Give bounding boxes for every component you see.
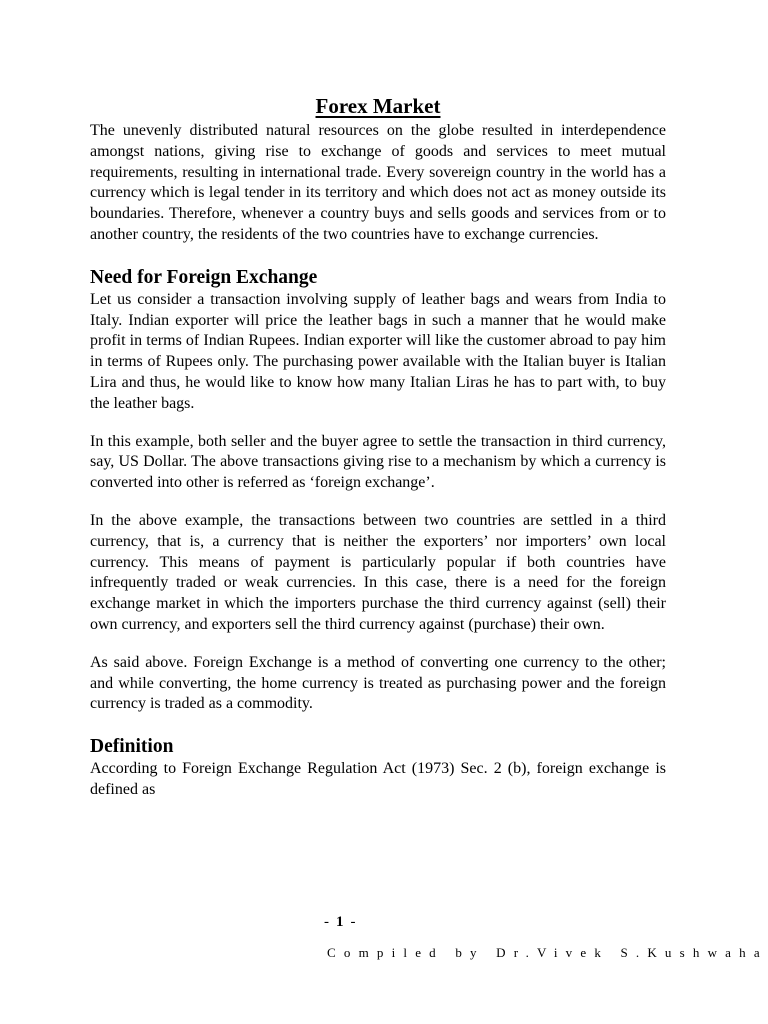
paragraph-settlement-third-currency: In the above example, the transactions between two countries are settled in a third currency, that is, a currency that is neither the exporters’ nor importers’ own local currency. This means of payment is particularly popular if both countries have infrequently traded or weak currencies. In this case, there is a need for the foreign exchange market in which the importers purchase the third currency against (sell) their own currency, and exporters sell the third currency against (purchase) their own. — [90, 511, 666, 633]
page-title: Forex Market — [315, 94, 441, 118]
page-number: - 1 - — [324, 914, 357, 930]
footer-credit: Compiled by Dr.Vivek S.Kushwaha — [327, 945, 768, 960]
paragraph-converting-currency: As said above. Foreign Exchange is a method of converting one currency to the other; and while converting, the home currency is treated as purchasing power and the foreign currency is traded as a commodity. — [90, 653, 666, 713]
definition-paragraph: According to Foreign Exchange Regulation Act (1973) Sec. 2 (b), foreign exchange is defined as — [90, 760, 666, 798]
paragraph-third-currency: In this example, both seller and the buyer agree to settle the transaction in third currency, say, US Dollar. The above transactions giving rise to a mechanism by which a currency is converted into other is referred as ‘foreign exchange’. — [90, 432, 666, 492]
document-page — [90, 92, 666, 801]
intro-paragraph: The unevenly distributed natural resources on the globe resulted in interdependence amongst nations, giving rise to exchange of goods and services to meet mutual requirements, resulting in international trade. Every sovereign country in the world has a currency which is legal tender in its territory and which does not act as money outside its boundaries. Therefore, whenever a country buys and sells goods and services from or to another country, the residents of the two countries have to exchange currencies. — [90, 122, 666, 243]
paragraph-leather-bags-example: Let us consider a transaction involving supply of leather bags and wears from India to Italy. Indian exporter will price the leather bags in such a manner that he would make profit in terms of Indian Rupees. Indian exporter will like the customer abroad to pay him in terms of Rupees only. The purchasing power available with the Italian buyer is Italian Lira and thus, he would like to know how many Italian Liras he has to part with, to buy the leather bags. — [90, 290, 666, 412]
section-heading-need-for-foreign-exchange: Need for Foreign Exchange — [90, 266, 318, 288]
section-heading-definition: Definition — [90, 736, 174, 758]
